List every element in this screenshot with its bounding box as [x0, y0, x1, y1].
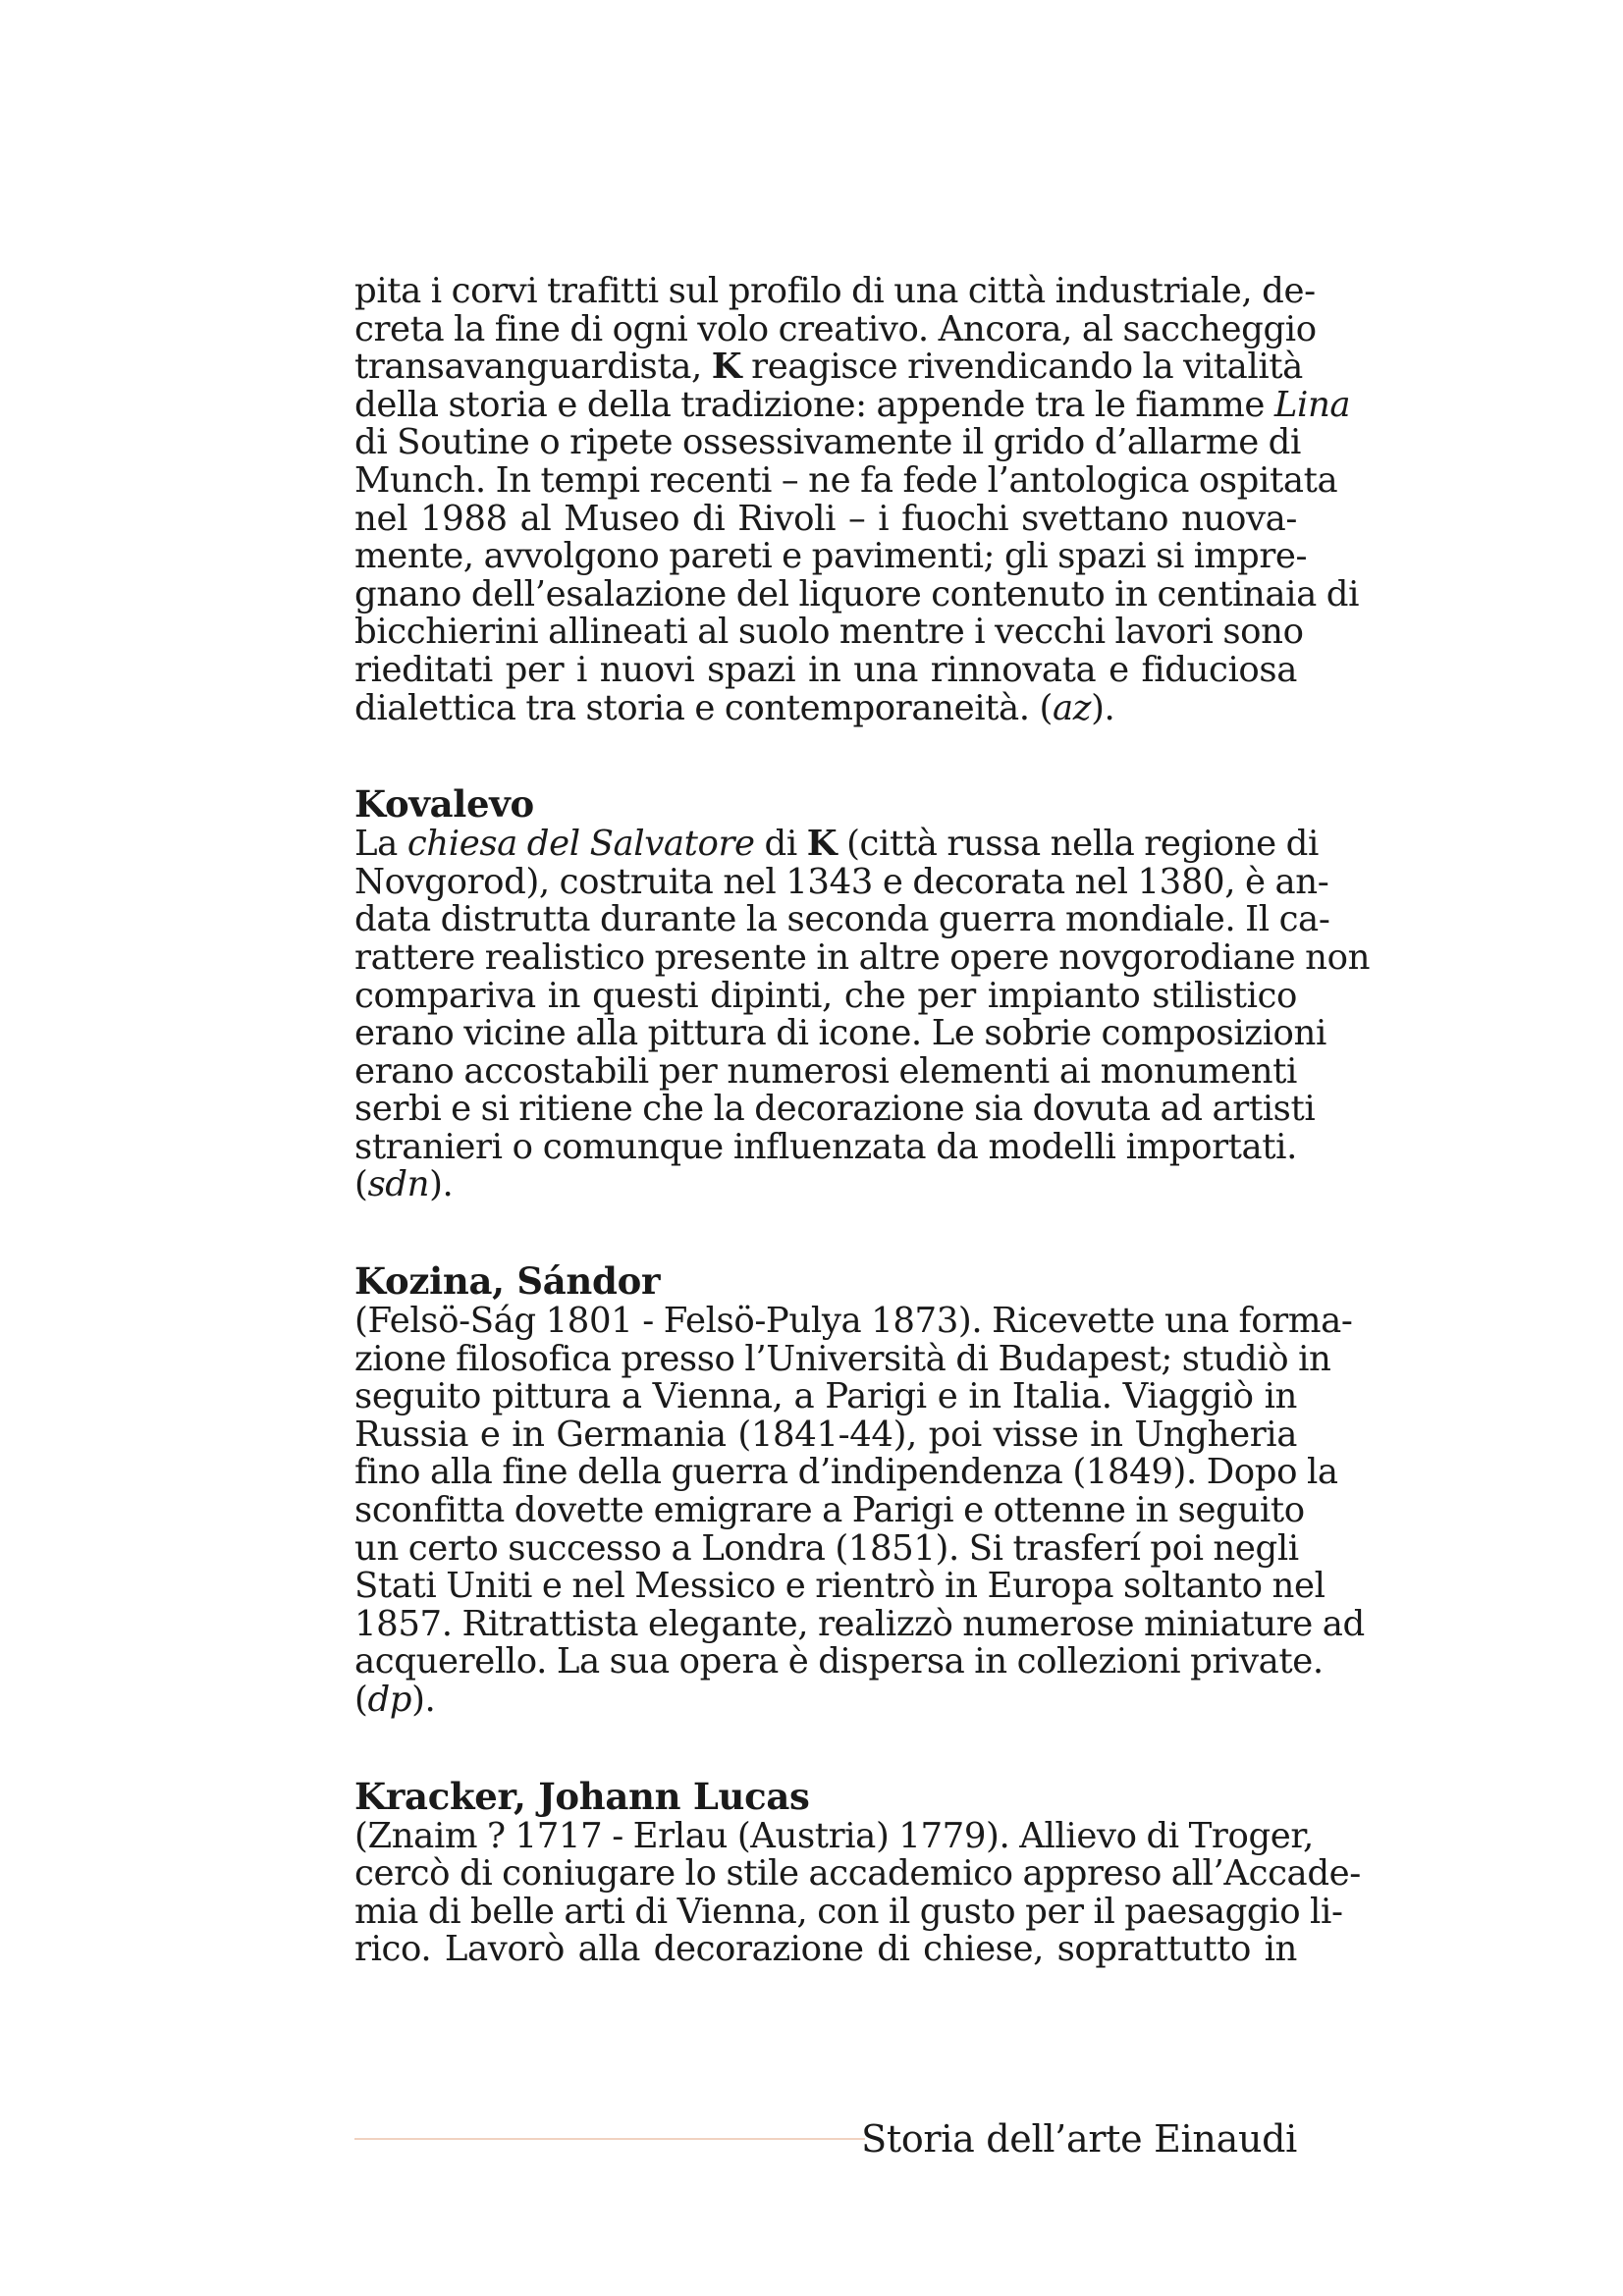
text-segment: dialettica tra storia e contemporaneità. (: [354, 687, 1053, 728]
text-line: mia di belle arti di Vienna, con il gusto per il paesaggio li-: [354, 1891, 1343, 1932]
entry-title: Kovalevo: [354, 782, 534, 827]
text-line: 1857. Ritrattista elegante, realizzò numerose miniature ad: [354, 1603, 1365, 1644]
text-line: zione filosofica presso l’Università di Budapest; studiò in: [354, 1338, 1331, 1379]
entry-kracker-johann-lucas: [354, 1774, 1361, 1970]
text-line: creta la fine di ogni volo creativo. Ancora, al saccheggio: [354, 308, 1317, 349]
artwork-title: chiesa del Salvatore: [406, 824, 755, 865]
text-segment: (: [354, 1164, 368, 1205]
artwork-title: Lina: [1273, 384, 1351, 425]
text-line: [354, 1682, 1297, 1720]
entry-text: [354, 1301, 1365, 1720]
text-line: erano accostabili per numerosi elementi ai monumenti: [354, 1050, 1297, 1092]
text-line: [354, 347, 1303, 388]
text-line: data distrutta durante la seconda guerra mondiale. Il ca-: [354, 899, 1330, 940]
text-segment: ).: [411, 1680, 436, 1720]
text-line: erano vicine alla pittura di icone. Le sobrie composizioni: [354, 1013, 1326, 1054]
text-segment: (: [354, 1680, 368, 1720]
text-line: Munch. In tempi recenti – ne fa fede l’antologica ospitata: [354, 459, 1338, 501]
text-segment: La: [354, 824, 407, 865]
author-initials: sdn: [367, 1164, 430, 1205]
footer-rule: [354, 2138, 865, 2140]
text-segment: ).: [429, 1164, 454, 1205]
text-line: (Felsö-Ság 1801 - Felsö-Pulya 1873). Ricevette una forma-: [354, 1301, 1353, 1342]
entry-kovalevo: [354, 782, 1371, 1205]
page-footer: [354, 2115, 1297, 2164]
text-line: rico. Lavorò alla decorazione di chiese, soprattutto in: [354, 1929, 1297, 1970]
text-line: Novgorod), costruita nel 1343 e decorata nel 1380, è an-: [354, 861, 1329, 902]
text-line: rattere realistico presente in altre opere novgorodiane non: [354, 936, 1371, 978]
text-segment: (città russa nella regione di: [837, 824, 1319, 865]
text-line: [354, 687, 1297, 728]
text-segment: ).: [1091, 687, 1115, 728]
text-line: di Soutine o ripete ossessivamente il grido d’allarme di: [354, 422, 1301, 463]
text-line: bicchierini allineati al suolo mentre i vecchi lavori sono: [354, 612, 1304, 653]
entry-kozina-sandor: [354, 1259, 1365, 1720]
k-abbreviation: K: [806, 824, 838, 865]
entry-title: Kozina, Sándor: [354, 1259, 661, 1304]
author-initials: az: [1053, 687, 1092, 728]
text-line: [354, 824, 1319, 865]
text-line: Russia e in Germania (1841-44), poi visse in Ungheria: [354, 1414, 1297, 1455]
text-line: seguito pittura a Vienna, a Parigi e in Italia. Viaggiò in: [354, 1376, 1297, 1417]
text-line: [354, 384, 1351, 425]
text-line: stranieri o comunque influenzata da modelli importati.: [354, 1126, 1297, 1167]
text-line: mente, avvolgono pareti e pavimenti; gli spazi si impre-: [354, 536, 1308, 577]
entry-text: [354, 824, 1371, 1205]
text-line: cercò di coniugare lo stile accademico appreso all’Accade-: [354, 1853, 1361, 1895]
entry-text: [354, 1815, 1361, 1970]
text-line: fino alla fine della guerra d’indipendenza (1849). Dopo la: [354, 1452, 1338, 1493]
text-segment: della storia e della tradizione: appende tra le fiamme: [354, 384, 1274, 425]
text-segment: di: [754, 824, 807, 865]
text-line: rieditati per i nuovi spazi in una rinnovata e fiduciosa: [354, 649, 1297, 690]
text-line: nel 1988 al Museo di Rivoli – i fuochi svettano nuova-: [354, 498, 1297, 539]
page-body: [354, 271, 1371, 1970]
text-line: compariva in questi dipinti, che per impianto stilistico: [354, 975, 1297, 1016]
text-segment: transavanguardista,: [354, 347, 712, 388]
k-abbreviation: K: [711, 347, 742, 388]
text-line: [354, 1166, 1297, 1204]
text-line: serbi e si ritiene che la decorazione sia dovuta ad artisti: [354, 1089, 1316, 1130]
text-line: sconfitta dovette emigrare a Parigi e ottenne in seguito: [354, 1490, 1305, 1531]
intro-paragraph: [354, 271, 1360, 728]
text-line: un certo successo a Londra (1851). Si trasferí poi negli: [354, 1527, 1299, 1569]
author-initials: dp: [367, 1680, 412, 1720]
text-line: pita i corvi trafitti sul profilo di una città industriale, de-: [354, 271, 1316, 311]
text-line: Stati Uniti e nel Messico e rientrò in Europa soltanto nel: [354, 1566, 1325, 1607]
entry-title: Kracker, Johann Lucas: [354, 1774, 810, 1818]
text-line: (Znaim ? 1717 - Erlau (Austria) 1779). Allievo di Troger,: [354, 1815, 1314, 1856]
text-line: acquerello. La sua opera è dispersa in collezioni private.: [354, 1641, 1324, 1682]
text-line: gnano dell’esalazione del liquore contenuto in centinaia di: [354, 573, 1360, 614]
footer-title: Storia dell’arte Einaudi: [861, 2117, 1297, 2161]
text-segment: reagisce rivendicando la vitalità: [741, 347, 1303, 388]
